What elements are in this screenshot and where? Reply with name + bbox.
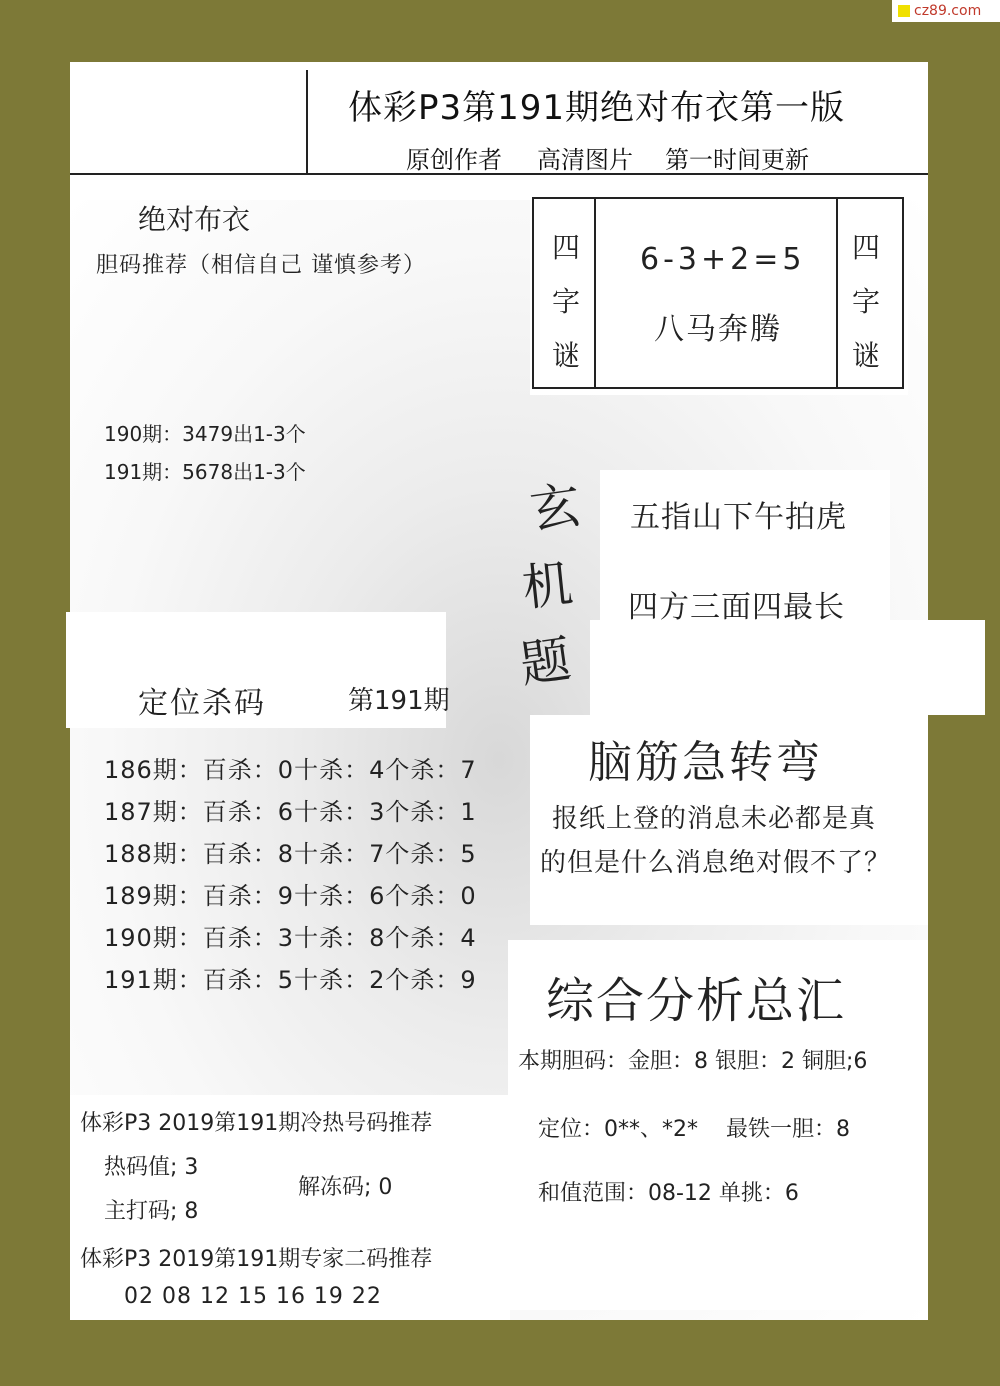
expert-codes: 02 08 12 15 16 19 22 <box>124 1284 382 1309</box>
mystery-line-2: 四方三面四最长 <box>628 590 845 625</box>
header-subtitle-update: 第一时间更新 <box>665 146 809 174</box>
riddle-box <box>532 197 904 389</box>
brain-teaser-line-1: 报纸上登的消息未必都是真 <box>552 804 877 834</box>
kill-code-row-187: 187期：百杀：6十杀：3个杀：1 <box>104 798 477 826</box>
header-title: 体彩P3第191期绝对布衣第一版 <box>348 88 846 128</box>
summary-line-2: 定位：0**、*2* 最铁一胆：8 <box>538 1117 850 1142</box>
thaw-code: 解冻码; 0 <box>298 1175 393 1200</box>
header-subtitle-hd: 高清图片 <box>537 146 633 174</box>
riddle-divider-right <box>836 197 838 389</box>
banker-line-191: 191期：5678出1-3个 <box>104 460 306 484</box>
kill-code-row-190: 190期：百杀：3十杀：8个杀：4 <box>104 924 477 952</box>
kill-code-row-188: 188期：百杀：8十杀：7个杀：5 <box>104 840 477 868</box>
riddle-right-char-2: 字 <box>852 285 881 318</box>
mystery-label-char-2: 机 <box>519 554 576 618</box>
riddle-divider-left <box>594 197 596 389</box>
header-divider-vertical <box>306 70 308 174</box>
header-subtitle-author: 原创作者 <box>406 146 502 174</box>
riddle-left-char-3: 谜 <box>552 339 581 372</box>
hot-cold-heading: 体彩P3 2019第191期冷热号码推荐 <box>80 1111 433 1136</box>
kill-code-row-189: 189期：百杀：9十杀：6个杀：0 <box>104 882 477 910</box>
brain-teaser-line-2: 的但是什么消息绝对假不了？ <box>540 848 892 878</box>
paper-right-notch <box>590 620 985 715</box>
kill-code-heading: 定位杀码 <box>138 686 266 721</box>
kill-code-period: 第191期 <box>348 686 450 716</box>
mystery-label-char-1: 玄 <box>526 475 585 541</box>
riddle-left-char-2: 字 <box>552 285 581 318</box>
riddle-left-char-1: 四 <box>552 231 581 264</box>
summary-heading: 综合分析总汇 <box>546 973 847 1029</box>
riddle-phrase: 八马奔腾 <box>654 312 782 347</box>
banker-line-190: 190期：3479出1-3个 <box>104 422 306 446</box>
hot-code: 热码值; 3 <box>104 1155 199 1180</box>
site-badge-text: cz89.com <box>914 3 982 19</box>
riddle-right-char-1: 四 <box>852 231 881 264</box>
banker-heading: 绝对布衣 <box>138 203 251 236</box>
kill-code-row-186: 186期：百杀：0十杀：4个杀：7 <box>104 756 477 784</box>
mystery-line-1: 五指山下午拍虎 <box>630 500 847 535</box>
brain-teaser-heading: 脑筋急转弯 <box>588 737 823 788</box>
expert-heading: 体彩P3 2019第191期专家二码推荐 <box>80 1247 433 1272</box>
summary-line-3: 和值范围：08-12 单挑：6 <box>538 1181 799 1206</box>
banker-subheading: 胆码推荐（相信自己 谨慎参考） <box>96 253 426 278</box>
riddle-equation: 6-3+2=5 <box>640 242 806 277</box>
site-badge[interactable] <box>892 0 1000 22</box>
riddle-right-char-3: 谜 <box>852 339 881 372</box>
yellow-square-icon <box>898 5 910 17</box>
kill-code-row-191: 191期：百杀：5十杀：2个杀：9 <box>104 966 477 994</box>
summary-line-1: 本期胆码：金胆：8 银胆：2 铜胆;6 <box>518 1049 868 1074</box>
main-code: 主打码; 8 <box>104 1199 199 1224</box>
mystery-label-char-3: 题 <box>516 629 575 695</box>
